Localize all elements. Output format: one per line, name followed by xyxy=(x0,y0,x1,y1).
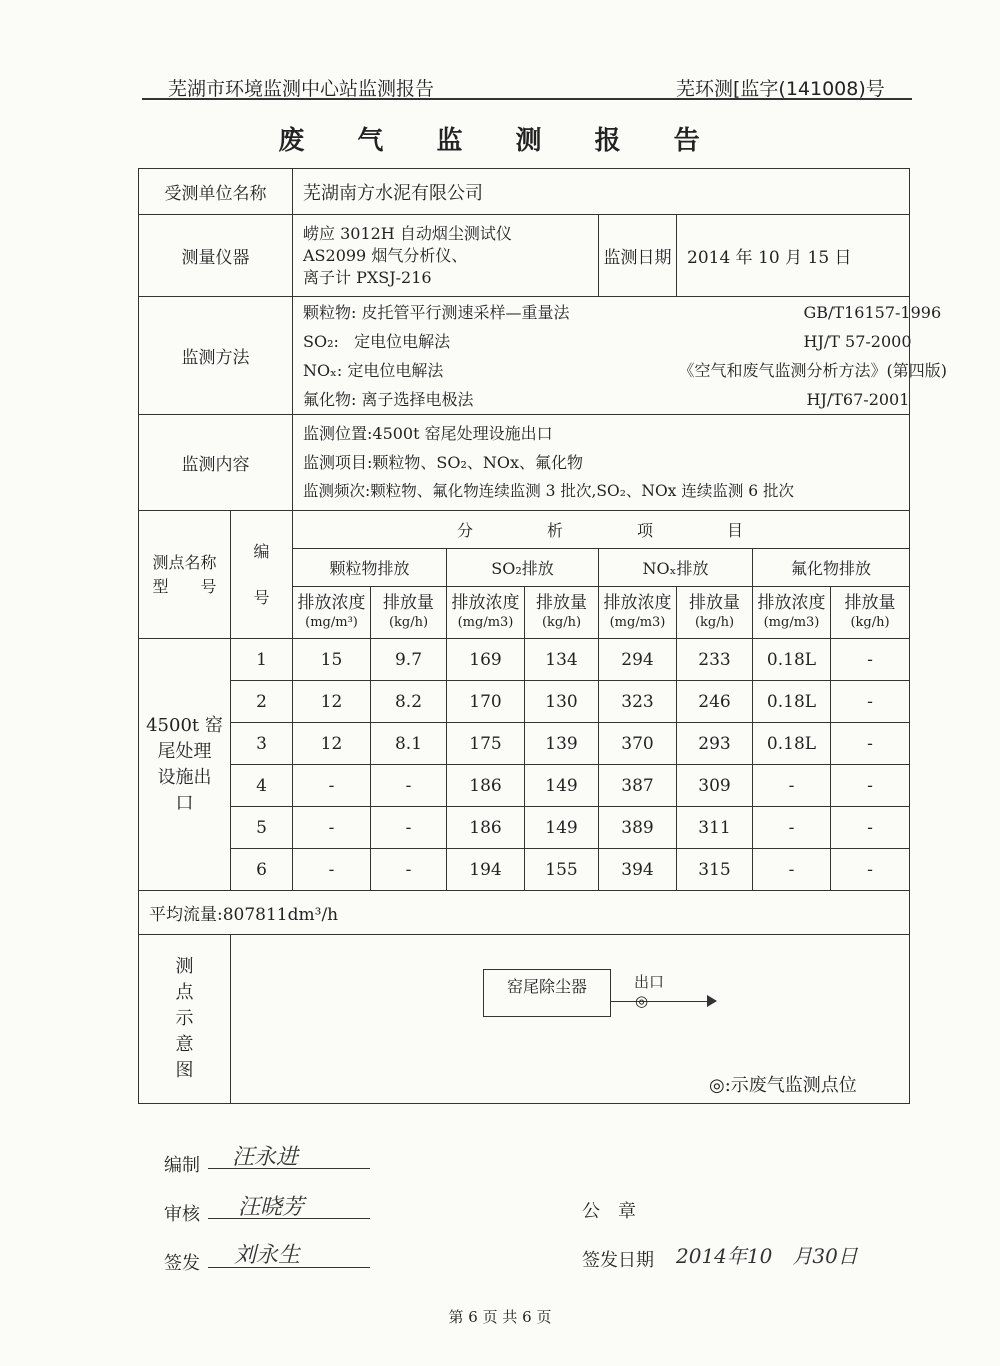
cell: 294 xyxy=(599,639,677,681)
cell: 315 xyxy=(677,849,753,891)
instrument-item: 崂应 3012H 自动烟尘测试仪 xyxy=(303,223,512,243)
cell: 134 xyxy=(525,639,599,681)
arrow-head-icon xyxy=(707,995,717,1007)
header-rule xyxy=(142,98,912,100)
cell: 394 xyxy=(599,849,677,891)
cell: 387 xyxy=(599,765,677,807)
cell: - xyxy=(831,849,910,891)
content-item: 监测位置:4500t 窑尾处理设施出口 xyxy=(303,424,553,443)
subheader-emission: 排放量 (kg/h) xyxy=(525,587,599,639)
duct-line xyxy=(611,1001,709,1002)
instrument-label: 测量仪器 xyxy=(139,215,293,297)
report-number: 芜环测[监字(141008)号 xyxy=(676,78,885,100)
cell: 6 xyxy=(231,849,293,891)
review-signature: 汪晓芳 xyxy=(238,1195,305,1220)
average-flow: 平均流量:807811dm³/h xyxy=(139,891,910,935)
issue-signature: 刘永生 xyxy=(234,1243,301,1268)
unit-label: 受测单位名称 xyxy=(139,169,293,215)
cell: 0.18L xyxy=(753,681,831,723)
unit-value: 芜湖南方水泥有限公司 xyxy=(293,169,910,215)
table-row xyxy=(139,639,910,681)
cell: - xyxy=(831,723,910,765)
cell: - xyxy=(293,765,371,807)
content-item: 监测频次:颗粒物、氟化物连续监测 3 批次,SO₂、NOx 连续监测 6 批次 xyxy=(303,482,795,500)
cell: 130 xyxy=(525,681,599,723)
subheader-concentration: 排放浓度 (mg/m³) xyxy=(293,587,371,639)
subheader-concentration: 排放浓度 (mg/m3) xyxy=(753,587,831,639)
page-number: 第 6 页 共 6 页 xyxy=(448,1308,552,1326)
cell: - xyxy=(371,807,447,849)
cell: 246 xyxy=(677,681,753,723)
outlet-label: 出口 xyxy=(634,973,665,991)
cell: 4 xyxy=(231,765,293,807)
subheader-concentration: 排放浓度 (mg/m3) xyxy=(599,587,677,639)
cell: - xyxy=(371,849,447,891)
cell: 3 xyxy=(231,723,293,765)
content-item: 监测项目:颗粒物、SO₂、NOx、氟化物 xyxy=(303,453,584,472)
cell: - xyxy=(753,849,831,891)
date-value: 2014 年 10 月 15 日 xyxy=(677,215,910,297)
cell: 155 xyxy=(525,849,599,891)
cell: 293 xyxy=(677,723,753,765)
cell: 2 xyxy=(231,681,293,723)
cell: 139 xyxy=(525,723,599,765)
group-so2: SO₂排放 xyxy=(447,549,599,587)
cell: - xyxy=(293,849,371,891)
cell: - xyxy=(831,681,910,723)
content-label: 监测内容 xyxy=(139,415,293,511)
organization-name: 芜湖市环境监测中心站监测报告 xyxy=(168,78,435,100)
table-row xyxy=(139,807,910,849)
instrument-item: AS2099 烟气分析仪、 xyxy=(303,245,468,265)
table-row xyxy=(139,681,910,723)
cell: 186 xyxy=(447,807,525,849)
cell: - xyxy=(753,765,831,807)
page-title: 废 气 监 测 报 告 xyxy=(278,126,722,156)
group-nox: NOₓ排放 xyxy=(599,549,753,587)
cell: 323 xyxy=(599,681,677,723)
compile-line xyxy=(208,1168,370,1169)
cell: - xyxy=(831,765,910,807)
cell: 194 xyxy=(447,849,525,891)
point-name: 4500t 窑 尾处理 设施出 口 xyxy=(139,639,231,891)
cell: 0.18L xyxy=(753,639,831,681)
compile-label: 编制 xyxy=(164,1155,200,1176)
group-fluoride: 氟化物排放 xyxy=(753,549,910,587)
cell: 9.7 xyxy=(371,639,447,681)
report-table xyxy=(138,168,947,1104)
subheader-concentration: 排放浓度 (mg/m3) xyxy=(447,587,525,639)
cell: 370 xyxy=(599,723,677,765)
issue-line xyxy=(208,1267,370,1268)
table-row xyxy=(139,723,910,765)
cell: - xyxy=(831,807,910,849)
subheader-emission: 排放量 (kg/h) xyxy=(831,587,910,639)
cell: 1 xyxy=(231,639,293,681)
cell: 0.18L xyxy=(753,723,831,765)
seal-label: 公 章 xyxy=(582,1201,636,1222)
cell: 311 xyxy=(677,807,753,849)
cell: 149 xyxy=(525,807,599,849)
cell: 309 xyxy=(677,765,753,807)
cell: - xyxy=(371,765,447,807)
cell: 169 xyxy=(447,639,525,681)
subheader-emission: 排放量 (kg/h) xyxy=(677,587,753,639)
cell: 149 xyxy=(525,765,599,807)
cell: 8.1 xyxy=(371,723,447,765)
cell: 5 xyxy=(231,807,293,849)
cell: 12 xyxy=(293,723,371,765)
dust-collector-box: 窑尾除尘器 xyxy=(483,969,611,1017)
content-list xyxy=(293,415,910,511)
cell: - xyxy=(293,807,371,849)
review-line xyxy=(208,1218,370,1219)
method-item: 颗粒物: 皮托管平行测速采样—重量法 GB/T16157-1996 xyxy=(303,302,942,322)
method-item: 氟化物: 离子选择电极法 HJ/T67-2001 xyxy=(303,389,910,409)
analysis-header: 分 析 项 目 xyxy=(293,511,910,549)
method-item: SO₂: 定电位电解法 HJ/T 57-2000 xyxy=(303,331,912,351)
date-label: 监测日期 xyxy=(599,215,677,297)
review-label: 审核 xyxy=(164,1204,200,1225)
compile-signature: 汪永进 xyxy=(232,1145,299,1170)
monitoring-point-icon: ◎ xyxy=(635,992,649,1010)
method-item: NOₓ: 定电位电解法 《空气和废气监测分析方法》(第四版) xyxy=(303,360,947,380)
diagram-label: 测 点 示 意 图 xyxy=(139,935,231,1104)
cell: 186 xyxy=(447,765,525,807)
cell: 8.2 xyxy=(371,681,447,723)
diagram-legend: ◎:示废气监测点位 xyxy=(709,1075,857,1096)
issue-date-label: 签发日期 xyxy=(582,1250,654,1271)
cell: 170 xyxy=(447,681,525,723)
method-list xyxy=(293,297,947,415)
point-header: 测点名称 型 号 xyxy=(139,511,231,639)
number-header: 编 号 xyxy=(231,511,293,639)
instrument-item: 离子计 PXSJ-216 xyxy=(303,267,432,287)
cell: 175 xyxy=(447,723,525,765)
subheader-emission: 排放量 (kg/h) xyxy=(371,587,447,639)
cell: 15 xyxy=(293,639,371,681)
diagram-area xyxy=(231,935,910,1104)
cell: 389 xyxy=(599,807,677,849)
table-row xyxy=(139,765,910,807)
issue-date-value: 2014年10 月30日 xyxy=(676,1244,858,1268)
cell: - xyxy=(753,807,831,849)
issue-label: 签发 xyxy=(164,1253,200,1274)
cell: 233 xyxy=(677,639,753,681)
cell: - xyxy=(831,639,910,681)
table-row xyxy=(139,849,910,891)
method-label: 监测方法 xyxy=(139,297,293,415)
instrument-list xyxy=(293,215,599,297)
cell: 12 xyxy=(293,681,371,723)
group-particulate: 颗粒物排放 xyxy=(293,549,447,587)
